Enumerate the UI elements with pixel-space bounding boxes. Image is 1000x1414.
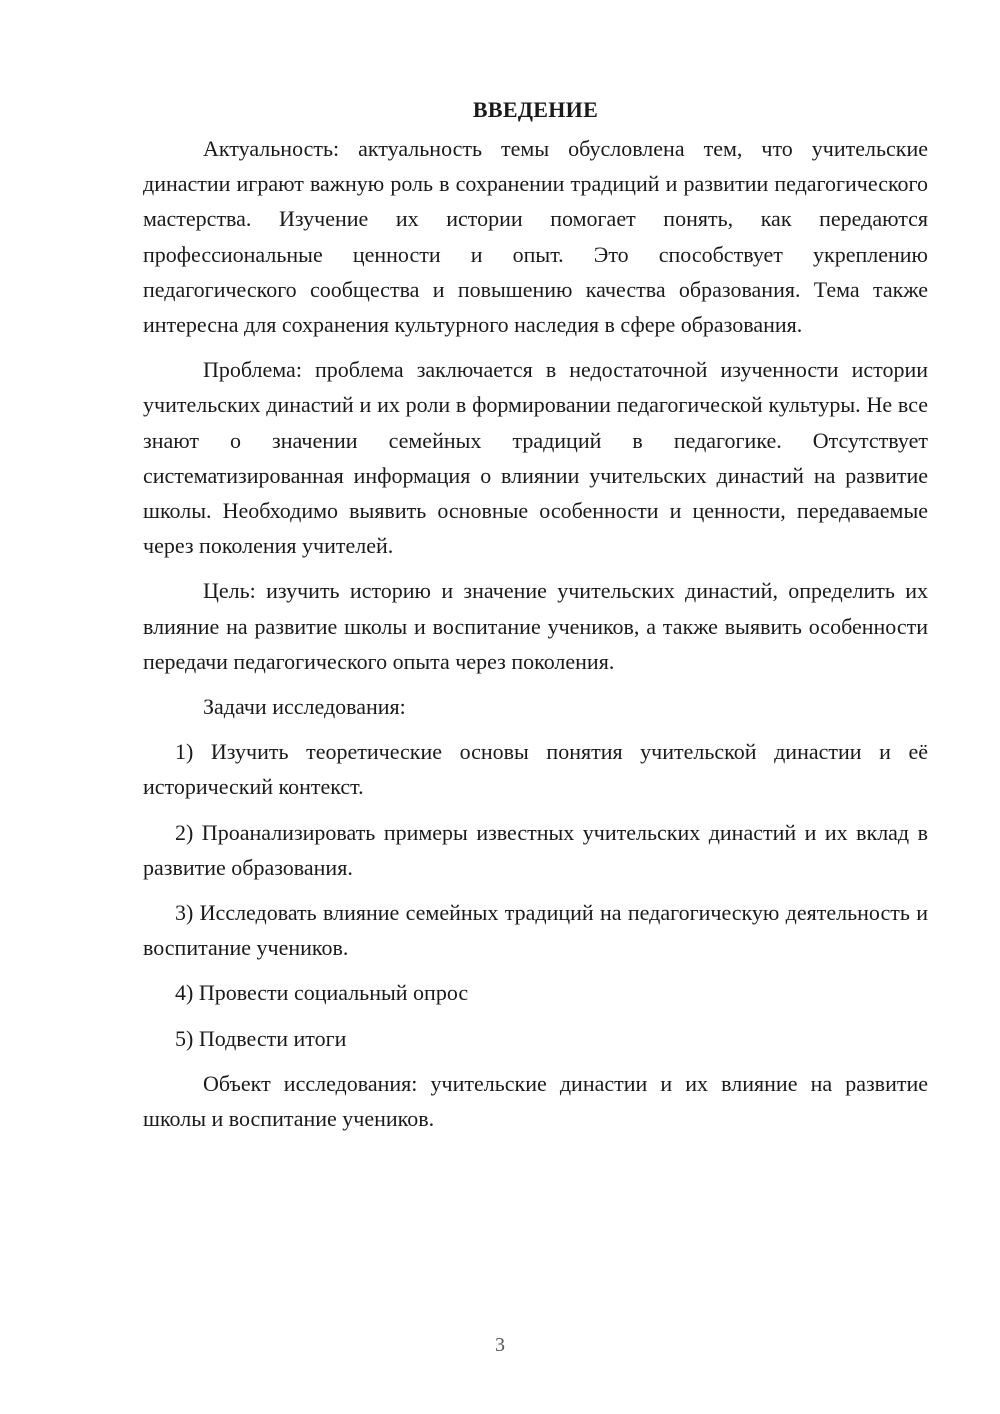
page-title: ВВЕДЕНИЕ: [472, 97, 599, 122]
problem-paragraph: Проблема: проблема заключается в недостаточной изученности истории учительских династий и их роли в формировании педагогической культуры. Не все знают о значении семейных традиций в педагогике. Отсутствует систематизированная информация о влиянии учительских династий на развитие школы. Необходимо выявить основные особенности и ценности, передаваемые через поколения учителей.: [143, 357, 928, 559]
task-item: 5) Подвести итоги: [175, 1025, 347, 1051]
object-paragraph: Объект исследования: учительские династии и их влияние на развитие школы и воспитание учеников.: [143, 1070, 928, 1132]
goal-paragraph: Цель: изучить историю и значение учительских династий, определить их влияние на развитие школы и воспитание учеников, а также выявить особенности передачи педагогического опыта через поколения.: [143, 578, 928, 674]
task-item: 1) Изучить теоретические основы понятия учительской династии и её исторический контекст.: [143, 739, 928, 800]
task-item: 4) Провести социальный опрос: [175, 980, 469, 1006]
document-page: [143, 92, 928, 1146]
task-item: 3) Исследовать влияние семейных традиций на педагогическую деятельность и воспитание учеников.: [143, 900, 928, 961]
task-item: 2) Проанализировать примеры известных учительских династий и их вклад в развитие образования.: [143, 819, 928, 880]
relevance-paragraph: Актуальность: актуальность темы обусловлена тем, что учительские династии играют важную роль в сохранении традиций и развитии педагогического мастерства. Изучение их истории помогает понять, как передаются профессиональные ценности и опыт. Это способствует укреплению педагогического сообщества и повышению качества образования. Тема также интересна для сохранения культурного наследия в сфере образования.: [143, 136, 928, 338]
tasks-label: Задачи исследования:: [203, 694, 406, 720]
page-number: 3: [495, 1334, 505, 1356]
